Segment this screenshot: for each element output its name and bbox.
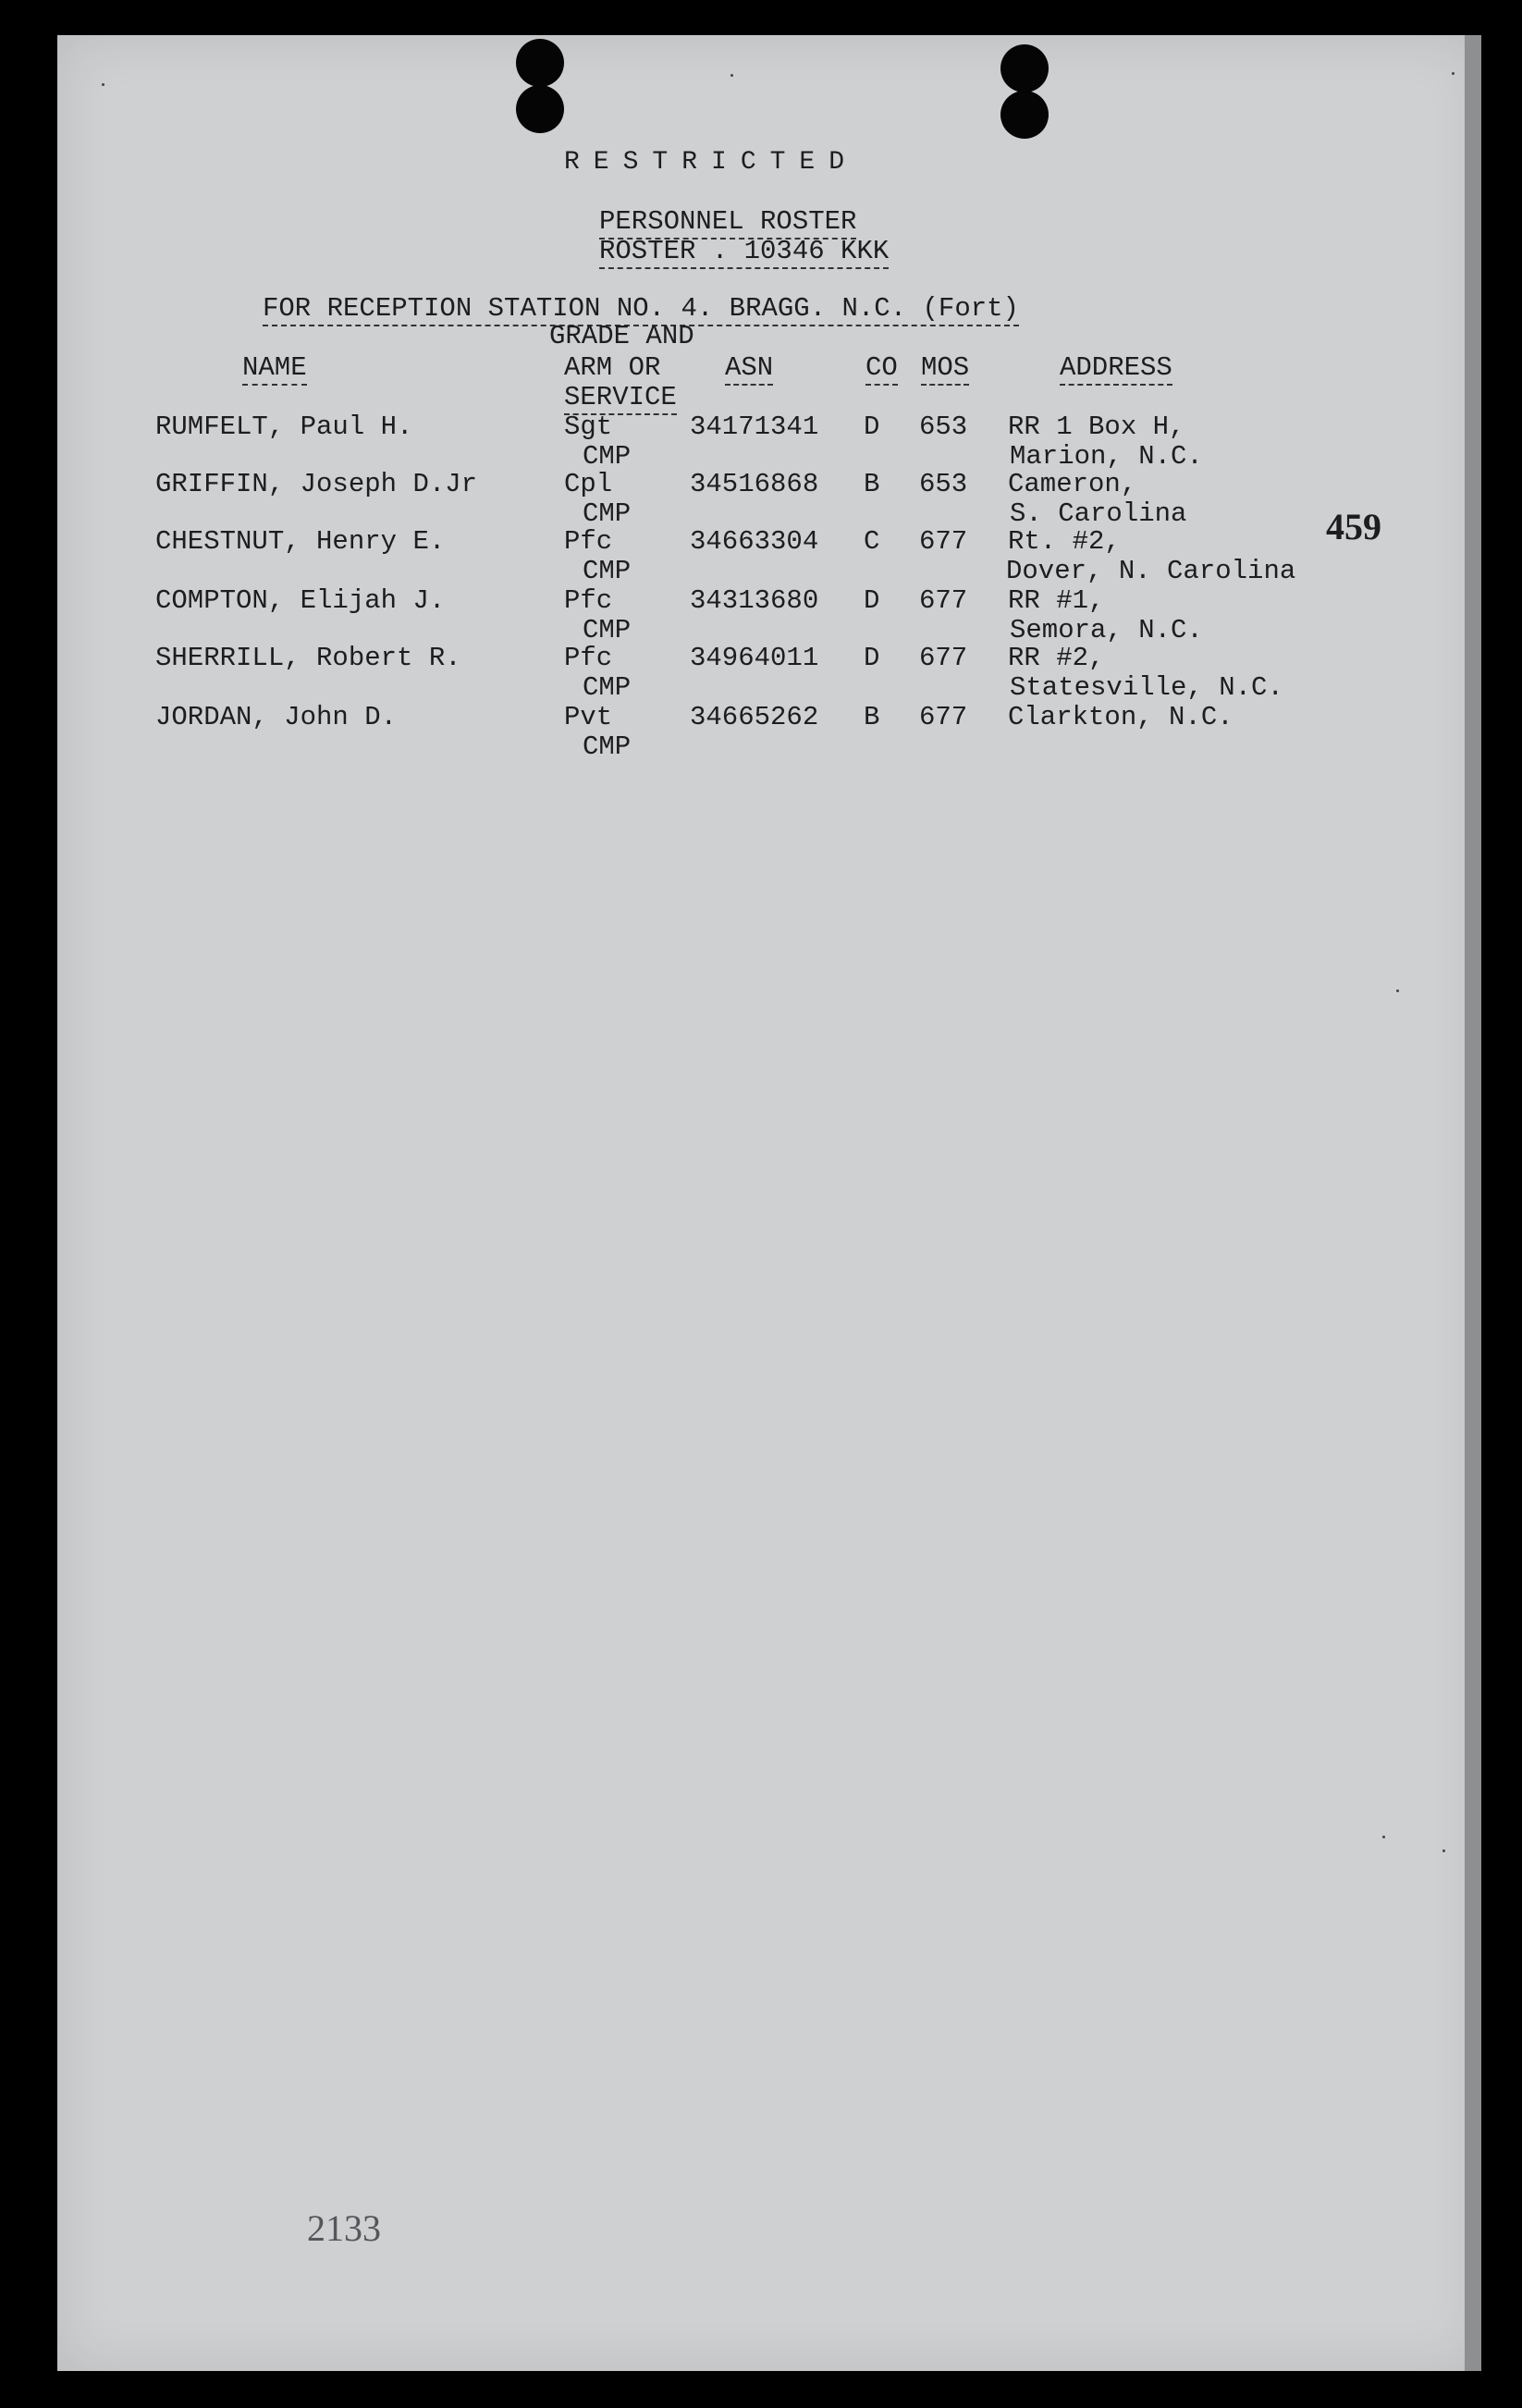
row-service: CMP [583,441,632,472]
binder-hole [516,85,564,133]
row-mos: 677 [919,643,968,673]
row-asn: 34663304 [690,526,819,557]
col-grade-line2: ARM OR [564,352,661,383]
row-grade: Pvt [564,702,613,732]
row-address-line1: Rt. #2, [1008,526,1121,557]
row-address-line1: Cameron, [1008,469,1137,499]
page-number-stamp: 459 [1326,506,1381,547]
row-mos: 653 [919,469,968,499]
row-name: GRIFFIN, Joseph D.Jr [155,469,478,499]
row-asn: 34313680 [690,585,819,616]
station-line: FOR RECEPTION STATION NO. 4. BRAGG. N.C. (Fort) [263,294,1019,326]
row-asn: 34665262 [690,702,819,732]
row-name: RUMFELT, Paul H. [155,412,413,442]
row-co: D [864,412,880,442]
row-asn: 34964011 [690,643,819,673]
row-co: D [864,643,880,673]
row-address-line1: RR #2, [1008,643,1105,673]
row-asn: 34516868 [690,469,819,499]
binder-hole [516,39,564,87]
row-service: CMP [583,556,632,586]
row-asn: 34171341 [690,412,819,442]
roster-title: PERSONNEL ROSTER [599,207,856,240]
row-name: COMPTON, Elijah J. [155,585,446,616]
row-service: CMP [583,498,632,529]
binder-hole [1000,91,1049,139]
row-co: B [864,702,880,732]
row-address-line1: RR #1, [1008,585,1105,616]
row-grade: Pfc [564,643,613,673]
binder-hole [1000,44,1049,92]
row-service: CMP [583,731,632,762]
row-address-line1: Clarkton, N.C. [1008,702,1234,732]
roster-number: ROSTER . 10346 KKK [599,237,889,269]
row-grade: Pfc [564,585,613,616]
row-service: CMP [583,672,632,703]
row-name: JORDAN, John D. [155,702,398,732]
row-address-line2: Marion, N.C. [1010,441,1203,472]
restricted-label: RESTRICTED [564,148,859,177]
col-grade-line3: SERVICE [564,383,677,415]
col-grade-line1: GRADE AND [549,321,694,351]
row-mos: 677 [919,702,968,732]
row-address-line2: Semora, N.C. [1010,615,1203,645]
row-name: SHERRILL, Robert R. [155,643,461,673]
row-grade: Cpl [564,469,613,499]
row-address-line2: Statesville, N.C. [1010,672,1283,703]
row-name: CHESTNUT, Henry E. [155,526,446,557]
row-mos: 677 [919,585,968,616]
page-edge [1465,35,1481,2371]
col-mos: MOS [921,353,969,386]
row-mos: 677 [919,526,968,557]
row-address-line1: RR 1 Box H, [1008,412,1185,442]
col-address: ADDRESS [1060,353,1172,386]
row-mos: 653 [919,412,968,442]
row-co: B [864,469,880,499]
row-address-line2: S. Carolina [1010,498,1187,529]
row-service: CMP [583,615,632,645]
col-name: NAME [242,353,307,386]
row-grade: Sgt [564,412,613,442]
row-co: D [864,585,880,616]
row-co: C [864,526,880,557]
footer-number-stamp: 2133 [307,2207,381,2249]
row-address-line2: Dover, N. Carolina [1006,556,1296,586]
row-grade: Pfc [564,526,613,557]
col-asn: ASN [725,353,773,386]
col-co: CO [865,353,898,386]
